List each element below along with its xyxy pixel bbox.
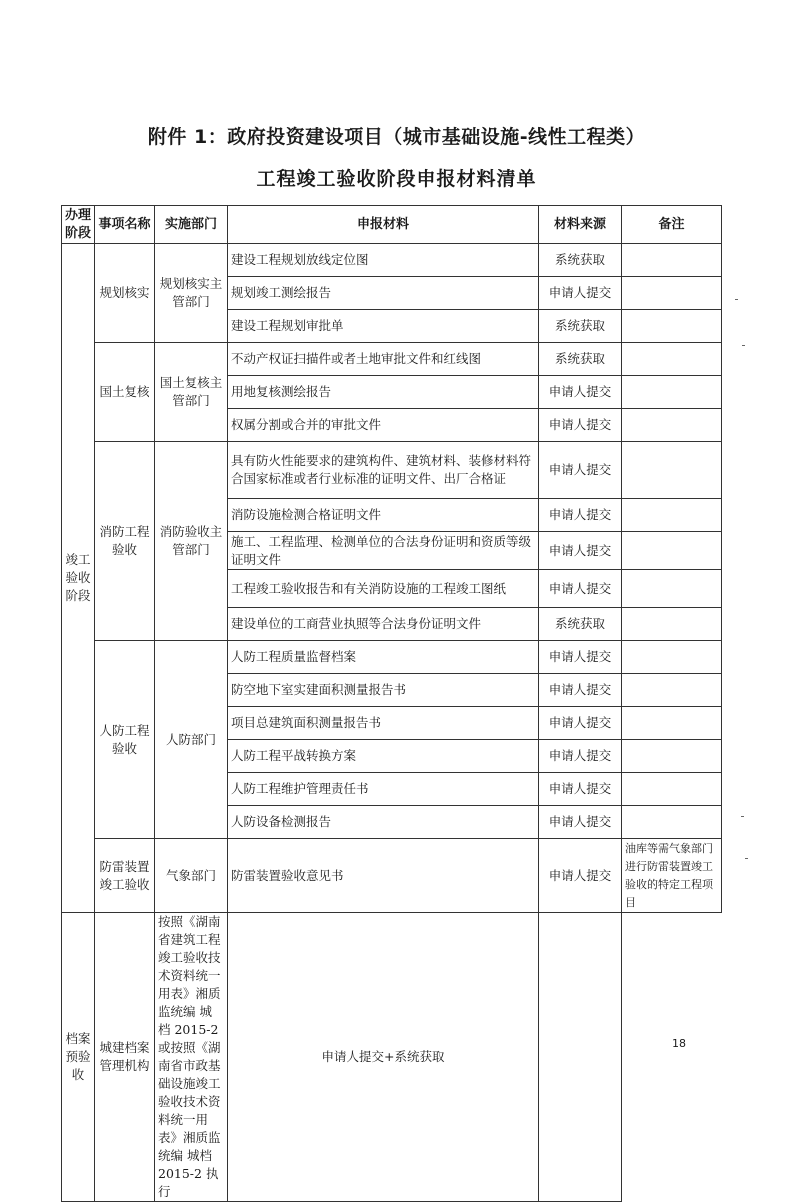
table-row xyxy=(62,913,722,1202)
material-cell: 用地复核测绘报告 xyxy=(228,376,539,409)
scan-mark xyxy=(745,858,748,859)
note-cell xyxy=(622,773,722,806)
material-cell: 建设单位的工商营业执照等合法身份证明文件 xyxy=(228,608,539,641)
material-cell: 具有防火性能要求的建筑构件、建筑材料、装修材料符合国家标准或者行业标准的证明文件、出厂合格证 xyxy=(228,442,539,499)
document-title-line1: 附件 1：政府投资建设项目（城市基础设施-线性工程类） xyxy=(147,126,646,148)
source-cell: 申请人提交 xyxy=(539,839,622,913)
material-cell: 规划竣工测绘报告 xyxy=(228,277,539,310)
source-cell: 系统获取 xyxy=(539,608,622,641)
note-cell xyxy=(622,310,722,343)
item-cell: 人防工程验收 xyxy=(95,641,155,839)
note-cell xyxy=(622,409,722,442)
material-cell: 施工、工程监理、检测单位的合法身份证明和资质等级证明文件 xyxy=(228,532,539,570)
scan-mark xyxy=(742,345,745,346)
note-cell xyxy=(622,740,722,773)
source-cell: 申请人提交 xyxy=(539,409,622,442)
table-row xyxy=(62,442,722,499)
source-cell: 系统获取 xyxy=(539,244,622,277)
header-dept: 实施部门 xyxy=(155,206,228,244)
dept-cell: 人防部门 xyxy=(155,641,228,839)
material-cell: 权属分割或合并的审批文件 xyxy=(228,409,539,442)
stage-label: 竣工验收阶段 xyxy=(65,552,91,603)
header-source: 材料来源 xyxy=(539,206,622,244)
note-cell xyxy=(622,442,722,499)
source-cell: 系统获取 xyxy=(539,310,622,343)
material-cell: 人防设备检测报告 xyxy=(228,806,539,839)
material-cell: 不动产权证扫描件或者土地审批文件和红线图 xyxy=(228,343,539,376)
material-cell: 消防设施检测合格证明文件 xyxy=(228,499,539,532)
header-material: 申报材料 xyxy=(228,206,539,244)
note-cell xyxy=(539,913,622,1202)
header-item: 事项名称 xyxy=(95,206,155,244)
note-cell xyxy=(622,376,722,409)
table-header-row xyxy=(62,206,722,244)
note-cell xyxy=(622,277,722,310)
table-row xyxy=(62,839,722,913)
item-cell: 档案预验收 xyxy=(62,913,95,1202)
material-cell: 建设工程规划审批单 xyxy=(228,310,539,343)
note-cell xyxy=(622,674,722,707)
header-stage: 办理阶段 xyxy=(62,206,95,244)
material-cell: 建设工程规划放线定位图 xyxy=(228,244,539,277)
note-cell xyxy=(622,608,722,641)
source-cell: 申请人提交 xyxy=(539,532,622,570)
material-cell: 人防工程质量监督档案 xyxy=(228,641,539,674)
dept-cell: 规划核实主管部门 xyxy=(155,244,228,343)
source-cell: 申请人提交 xyxy=(539,499,622,532)
material-cell: 人防工程维护管理责任书 xyxy=(228,773,539,806)
scan-mark xyxy=(735,299,738,300)
table-row xyxy=(62,244,722,277)
source-cell: 申请人提交+系统获取 xyxy=(228,913,539,1202)
item-cell: 规划核实 xyxy=(95,244,155,343)
header-note: 备注 xyxy=(622,206,722,244)
note-cell xyxy=(622,641,722,674)
source-cell: 申请人提交 xyxy=(539,570,622,608)
dept-cell: 国土复核主管部门 xyxy=(155,343,228,442)
materials-table xyxy=(61,205,722,1202)
dept-cell: 城建档案管理机构 xyxy=(95,913,155,1202)
note-cell xyxy=(622,570,722,608)
material-cell: 按照《湖南省建筑工程竣工验收技术资料统一用表》湘质监统编 城档 2015-2 或按照《湖南省市政基础设施竣工验收技术资料统一用表》湘质监统编 城档 2015-2 执行 xyxy=(155,913,228,1202)
source-cell: 申请人提交 xyxy=(539,707,622,740)
scan-mark xyxy=(741,816,744,817)
source-cell: 申请人提交 xyxy=(539,740,622,773)
source-cell: 申请人提交 xyxy=(539,773,622,806)
note-cell xyxy=(622,707,722,740)
stage-cell xyxy=(62,244,95,913)
material-cell: 工程竣工验收报告和有关消防设施的工程竣工图纸 xyxy=(228,570,539,608)
note-cell xyxy=(622,499,722,532)
note-cell xyxy=(622,343,722,376)
source-cell: 申请人提交 xyxy=(539,806,622,839)
note-cell xyxy=(622,806,722,839)
note-cell xyxy=(622,244,722,277)
table-row xyxy=(62,641,722,674)
dept-cell: 气象部门 xyxy=(155,839,228,913)
note-cell xyxy=(622,532,722,570)
material-cell: 防空地下室实建面积测量报告书 xyxy=(228,674,539,707)
source-cell: 申请人提交 xyxy=(539,442,622,499)
item-cell: 国土复核 xyxy=(95,343,155,442)
material-cell: 人防工程平战转换方案 xyxy=(228,740,539,773)
note-cell: 油库等需气象部门进行防雷装置竣工验收的特定工程项目 xyxy=(622,839,722,913)
source-cell: 申请人提交 xyxy=(539,277,622,310)
source-cell: 申请人提交 xyxy=(539,641,622,674)
item-cell: 防雷装置竣工验收 xyxy=(95,839,155,913)
dept-cell: 消防验收主管部门 xyxy=(155,442,228,641)
page-number: 18 xyxy=(672,1037,686,1050)
source-cell: 系统获取 xyxy=(539,343,622,376)
table-row xyxy=(62,343,722,376)
material-cell: 项目总建筑面积测量报告书 xyxy=(228,707,539,740)
document-title-line2: 工程竣工验收阶段申报材料清单 xyxy=(256,168,537,190)
source-cell: 申请人提交 xyxy=(539,376,622,409)
item-cell: 消防工程验收 xyxy=(95,442,155,641)
source-cell: 申请人提交 xyxy=(539,674,622,707)
material-cell: 防雷装置验收意见书 xyxy=(228,839,539,913)
